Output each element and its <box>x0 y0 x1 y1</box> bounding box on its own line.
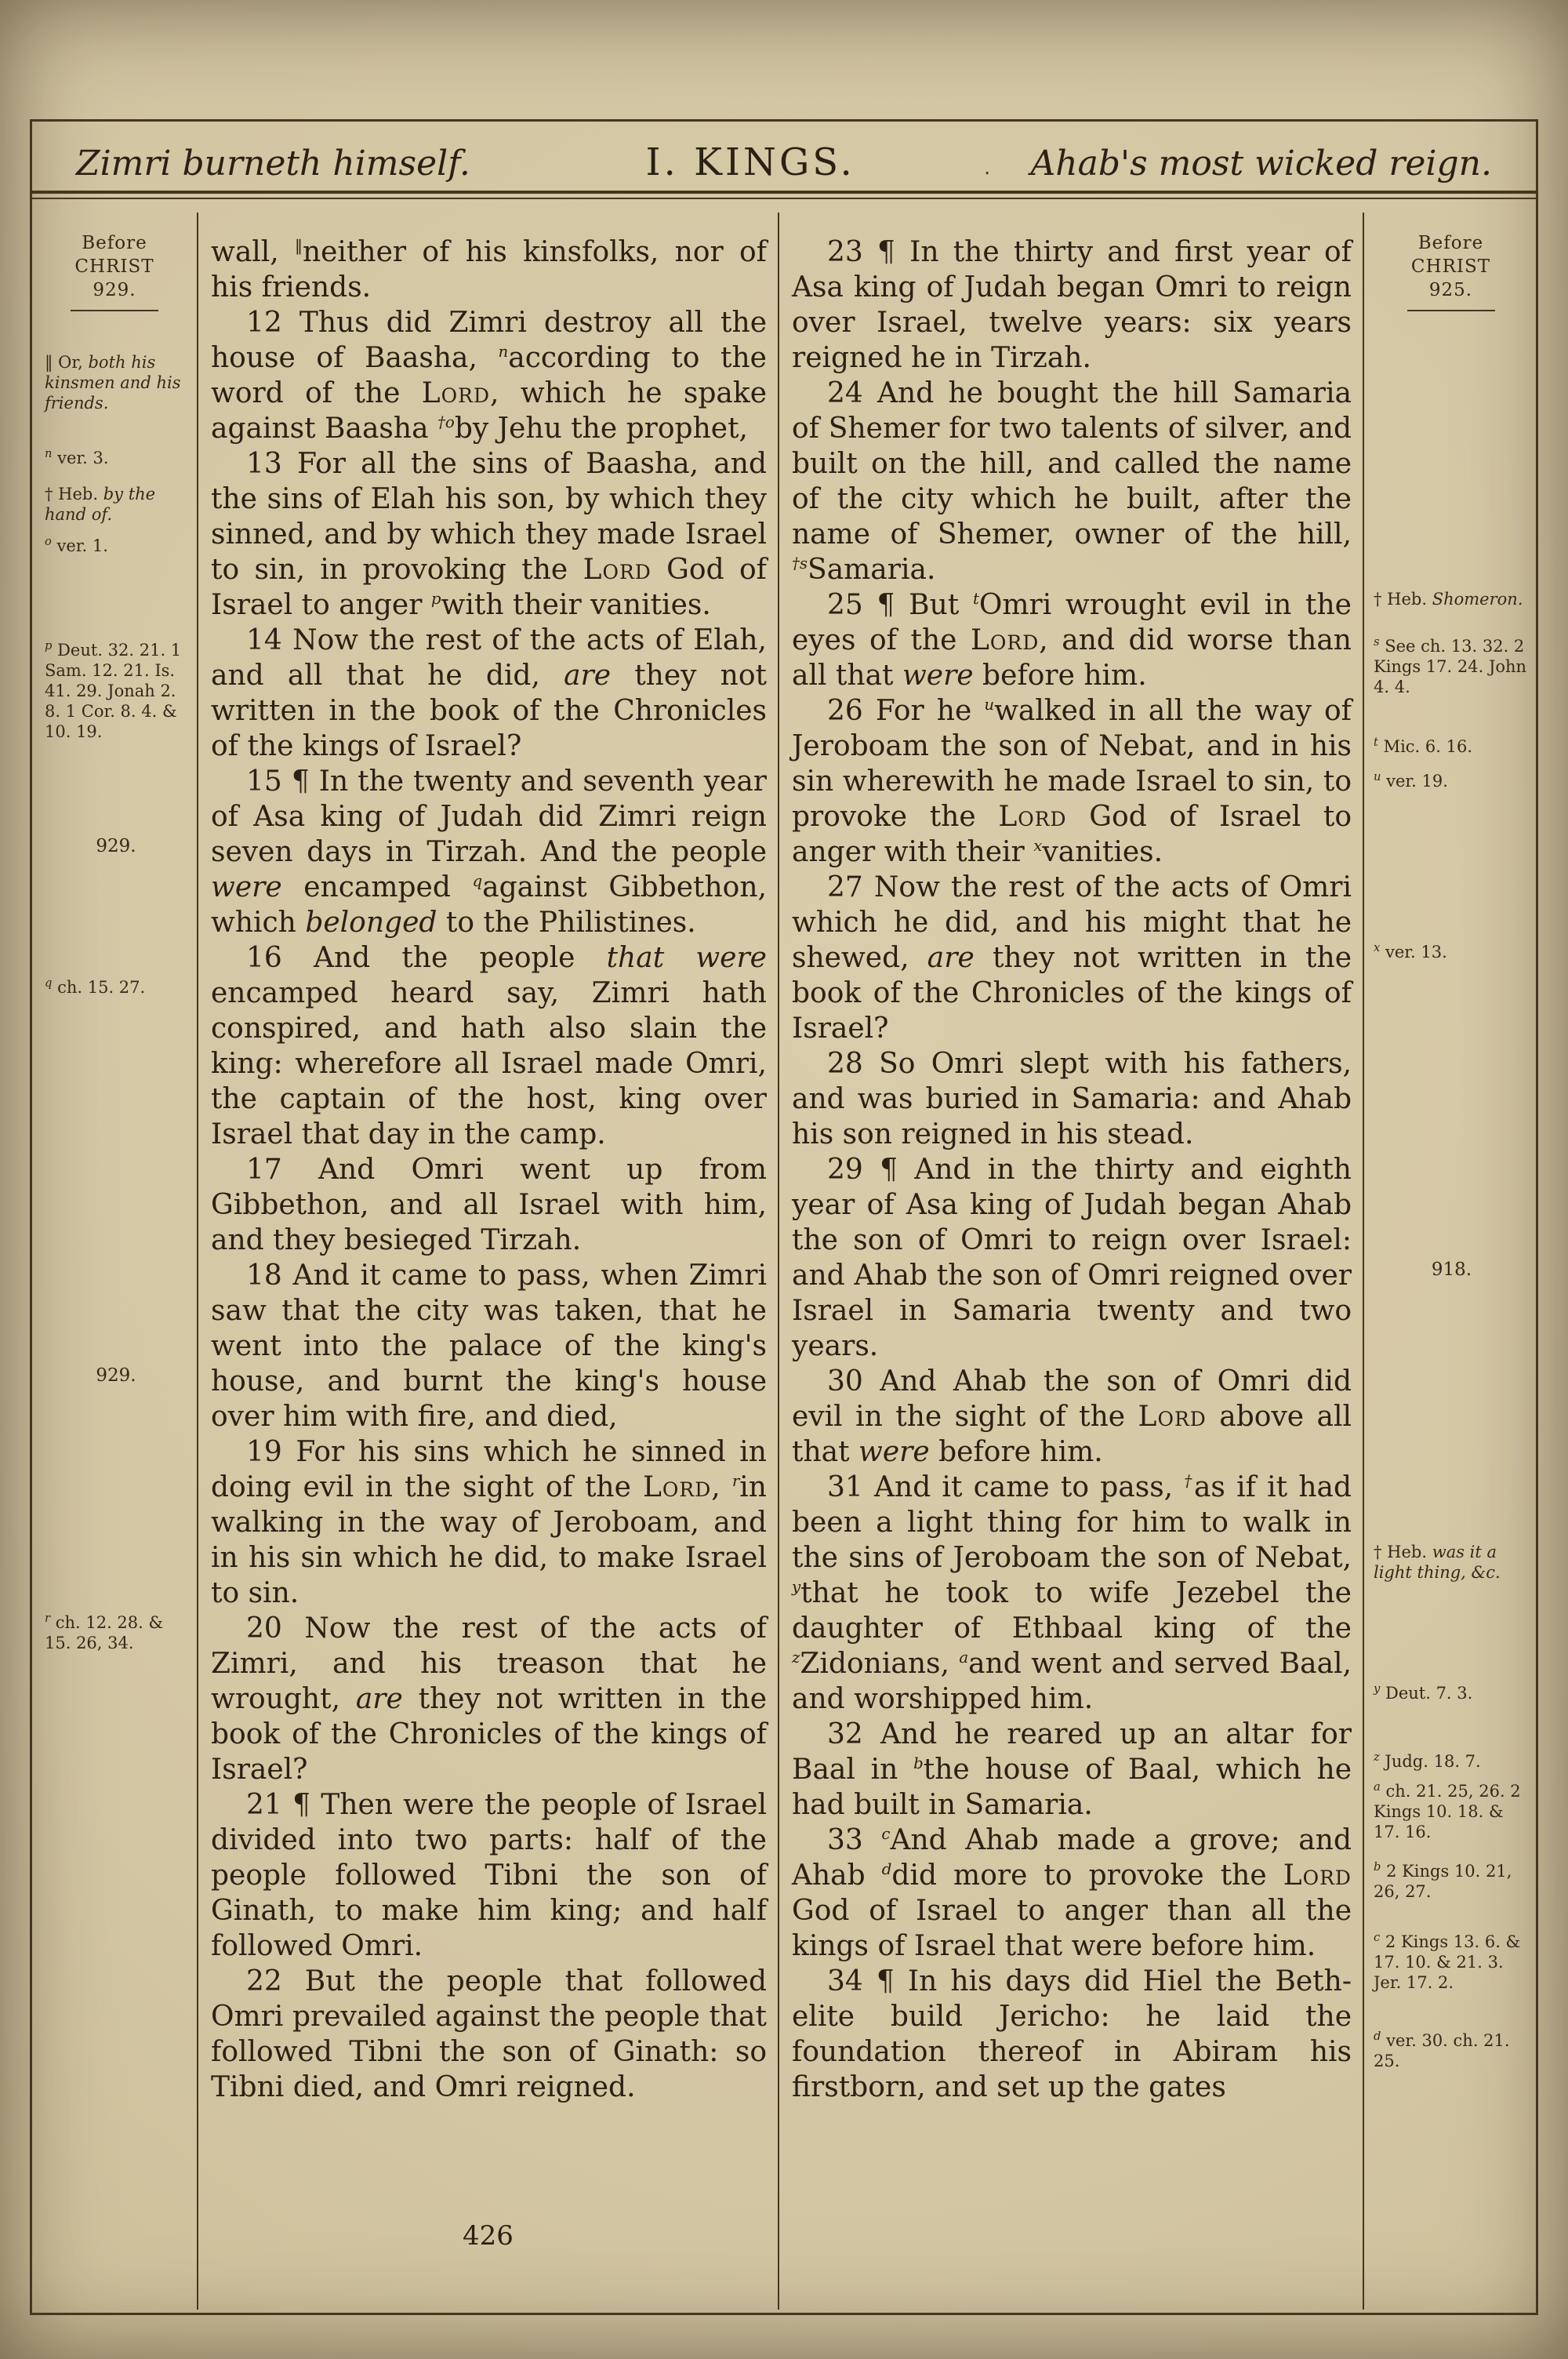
verse-paragraph: 14 Now the rest of the acts of Elah, and all that he did, are they not written in the book of the Chronicles of the kings of Israel? <box>211 624 767 762</box>
margin-note: $^y$ Deut. 7. 3. <box>1374 1682 1473 1703</box>
margin-note: ‖ Or, both his kinsmen and his friends. <box>45 353 181 413</box>
running-head-left: Zimri burneth himself. <box>76 144 470 184</box>
bc-rule <box>1407 310 1495 311</box>
margin-note: † Heb. Shomeron. <box>1374 590 1523 609</box>
margin-note: $^n$ ver. 3. <box>45 447 109 467</box>
verse-paragraph: 13 For all the sins of Baasha, and the sins of Elah his son, by which they sinned, and by which they made Israel to sin, in provoking the Lord God of Israel to anger $^p$with their vanities. <box>211 448 767 621</box>
margin-note: † Heb. by the hand of. <box>45 485 156 524</box>
bc-word-christ: CHRIST <box>74 256 154 277</box>
bc-rule <box>71 310 158 311</box>
margin-note: 929. <box>96 1365 136 1386</box>
verse-paragraph: 21 ¶ Then were the people of Israel divided into two parts: half of the people followed Tibni the son of Ginath, to make him king; and half followed Omri. <box>211 1789 767 1962</box>
margin-note: $^s$ See ch. 13. 32. 2 Kings 17. 24. John 4. 4. <box>1374 635 1527 696</box>
before-christ-left <box>32 213 197 311</box>
page-number: 426 <box>463 2220 514 2252</box>
verse-paragraph: 25 ¶ But $^t$Omri wrought evil in the eyes of the Lord, and did worse than all that were before him. <box>792 589 1352 692</box>
margin-note: $^x$ ver. 13. <box>1374 941 1447 961</box>
bc-word-christ: CHRIST <box>1410 256 1491 277</box>
margin-note: 929. <box>96 836 136 856</box>
header-ornament: ‧ <box>984 162 991 186</box>
verse-paragraph: 24 And he bought the hill Samaria of Shemer for two talents of silver, and built on the hill, and called the name of the city which he built, after the name of Shemer, owner of the hill, $^{\dagger s}$Samaria. <box>792 377 1352 586</box>
verse-paragraph: 26 For he $^u$walked in all the way of Jeroboam the son of Nebat, and in his sin wherewith he made Israel to sin, to provoke the Lord God of Israel to anger with their $^x$vanities. <box>792 695 1352 868</box>
margin-note: $^b$ 2 Kings 10. 21, 26, 27. <box>1374 1860 1512 1901</box>
margin-note: $^c$ 2 Kings 13. 6. & 17. 10. & 21. 3. Jer. 17. 2. <box>1374 1931 1521 1992</box>
margin-note: $^t$ Mic. 6. 16. <box>1374 736 1473 756</box>
verse-paragraph: 17 And Omri went up from Gibbethon, and all Israel with him, and they besieged Tirzah. <box>211 1154 767 1256</box>
verse-paragraph: 20 Now the rest of the acts of Zimri, and his treason that he wrought, are they not written in the book of the Chronicles of the kings of Israel? <box>211 1612 767 1786</box>
left-margin-column <box>32 213 197 2310</box>
right-text-column <box>779 213 1363 2310</box>
margin-note: $^u$ ver. 19. <box>1374 770 1448 791</box>
margin-note: $^o$ ver. 1. <box>45 535 108 555</box>
page-frame <box>30 119 1538 2315</box>
verse-paragraph: 18 And it came to pass, when Zimri saw that the city was taken, that he went into the palace of the king's house, and burnt the king's house over him with fire, and died, <box>211 1259 767 1433</box>
verse-paragraph: wall, ‖neither of his kinsfolks, nor of his friends. <box>211 236 768 304</box>
bc-word-before: Before <box>1417 233 1484 253</box>
right-margin-column <box>1364 213 1537 2310</box>
margin-note: $^a$ ch. 21. 25, 26. 2 Kings 10. 18. & 17. 16. <box>1374 1780 1521 1841</box>
verse-paragraph: 19 For his sins which he sinned in doing evil in the sight of the Lord, $^r$in walking in the way of Jeroboam, and in his sin which he did, to make Israel to sin. <box>211 1436 767 1609</box>
verse-paragraph: 27 Now the rest of the acts of Omri which he did, and his might that he shewed, are they not written in the book of the Chronicles of the kings of Israel? <box>792 871 1352 1045</box>
verse-paragraph: 33 $^c$And Ahab made a grove; and Ahab $^d$did more to provoke the Lord God of Israel to anger than all the kings of Israel that were before him. <box>792 1824 1352 1962</box>
verse-paragraph: 15 ¶ In the twenty and seventh year of Asa king of Judah did Zimri reign seven days in Tirzah. And the people were encamped $^q$against Gibbethon, which belonged to the Philistines. <box>211 765 767 939</box>
verse-paragraph: 29 ¶ And in the thirty and eighth year of Asa king of Judah began Ahab the son of Omri to reign over Israel: and Ahab the son of Omri reigned over Israel in Samaria twenty and two years. <box>792 1154 1352 1362</box>
bc-word-before: Before <box>82 233 147 253</box>
verse-paragraph: 16 And the people that were encamped heard say, Zimri hath conspired, and hath also slain the king: wherefore all Israel made Omri, the captain of the host, king over Israel that day in the camp. <box>211 942 767 1150</box>
page-content <box>32 213 1536 2310</box>
running-head-title: I. KINGS. <box>645 140 855 184</box>
verse-paragraph: 22 But the people that followed Omri prevailed against the people that followed Tibni the son of Ginath: so Tibni died, and Omri reigned. <box>211 1965 767 2103</box>
verse-paragraph: 34 ¶ In his days did Hiel the Beth-elite build Jericho: he laid the foundation thereof in Abiram his firstborn, and set up the gates <box>792 1965 1352 2103</box>
margin-note: $^d$ ver. 30. ch. 21. 25. <box>1374 2030 1510 2070</box>
running-head-right: Ahab's most wicked reign. <box>1030 144 1492 184</box>
left-text-column <box>198 213 778 2310</box>
verse-paragraph: 12 Thus did Zimri destroy all the house of Baasha, $^n$according to the word of the Lord, which he spake against Baasha $^{\dagger o}$by Jehu the prophet, <box>211 307 768 445</box>
bc-year: 925. <box>1428 280 1473 300</box>
margin-note: 918. <box>1431 1259 1472 1280</box>
verse-paragraph: 30 And Ahab the son of Omri did evil in the sight of the Lord above all that were before him. <box>792 1365 1352 1468</box>
running-head <box>32 122 1536 191</box>
verse-paragraph: 28 So Omri slept with his fathers, and was buried in Samaria: and Ahab his son reigned in his stead. <box>792 1048 1352 1150</box>
margin-note: $^r$ ch. 12. 28. & 15. 26, 34. <box>45 1612 164 1652</box>
verse-paragraph: 32 And he reared up an altar for Baal in $^b$the house of Baal, which he had built in Samaria. <box>792 1718 1352 1821</box>
verse-paragraph: 23 ¶ In the thirty and first year of Asa king of Judah began Omri to reign over Israel, twelve years: six years reigned he in Tirzah. <box>792 236 1352 374</box>
margin-note: $^q$ ch. 15. 27. <box>45 976 146 997</box>
verse-paragraph: 31 And it came to pass, †as if it had been a light thing for him to walk in the sins of Jeroboam the son of Nebat, $^y$that he took to wife Jezebel the daughter of Ethbaal king of the $^z$Zidonians, $^a$and went and served Baal, and worshipped him. <box>792 1471 1352 1715</box>
header-rule <box>32 191 1536 199</box>
margin-note: $^p$ Deut. 32. 21. 1 Sam. 12. 21. Is. 41. 29. Jonah 2. 8. 1 Cor. 8. 4. & 10. 19. <box>45 639 182 741</box>
bc-year: 929. <box>93 280 136 300</box>
margin-note: † Heb. was it a light thing, &c. <box>1374 1543 1501 1582</box>
before-christ-right <box>1364 213 1537 311</box>
margin-note: $^z$ Judg. 18. 7. <box>1374 1750 1481 1771</box>
